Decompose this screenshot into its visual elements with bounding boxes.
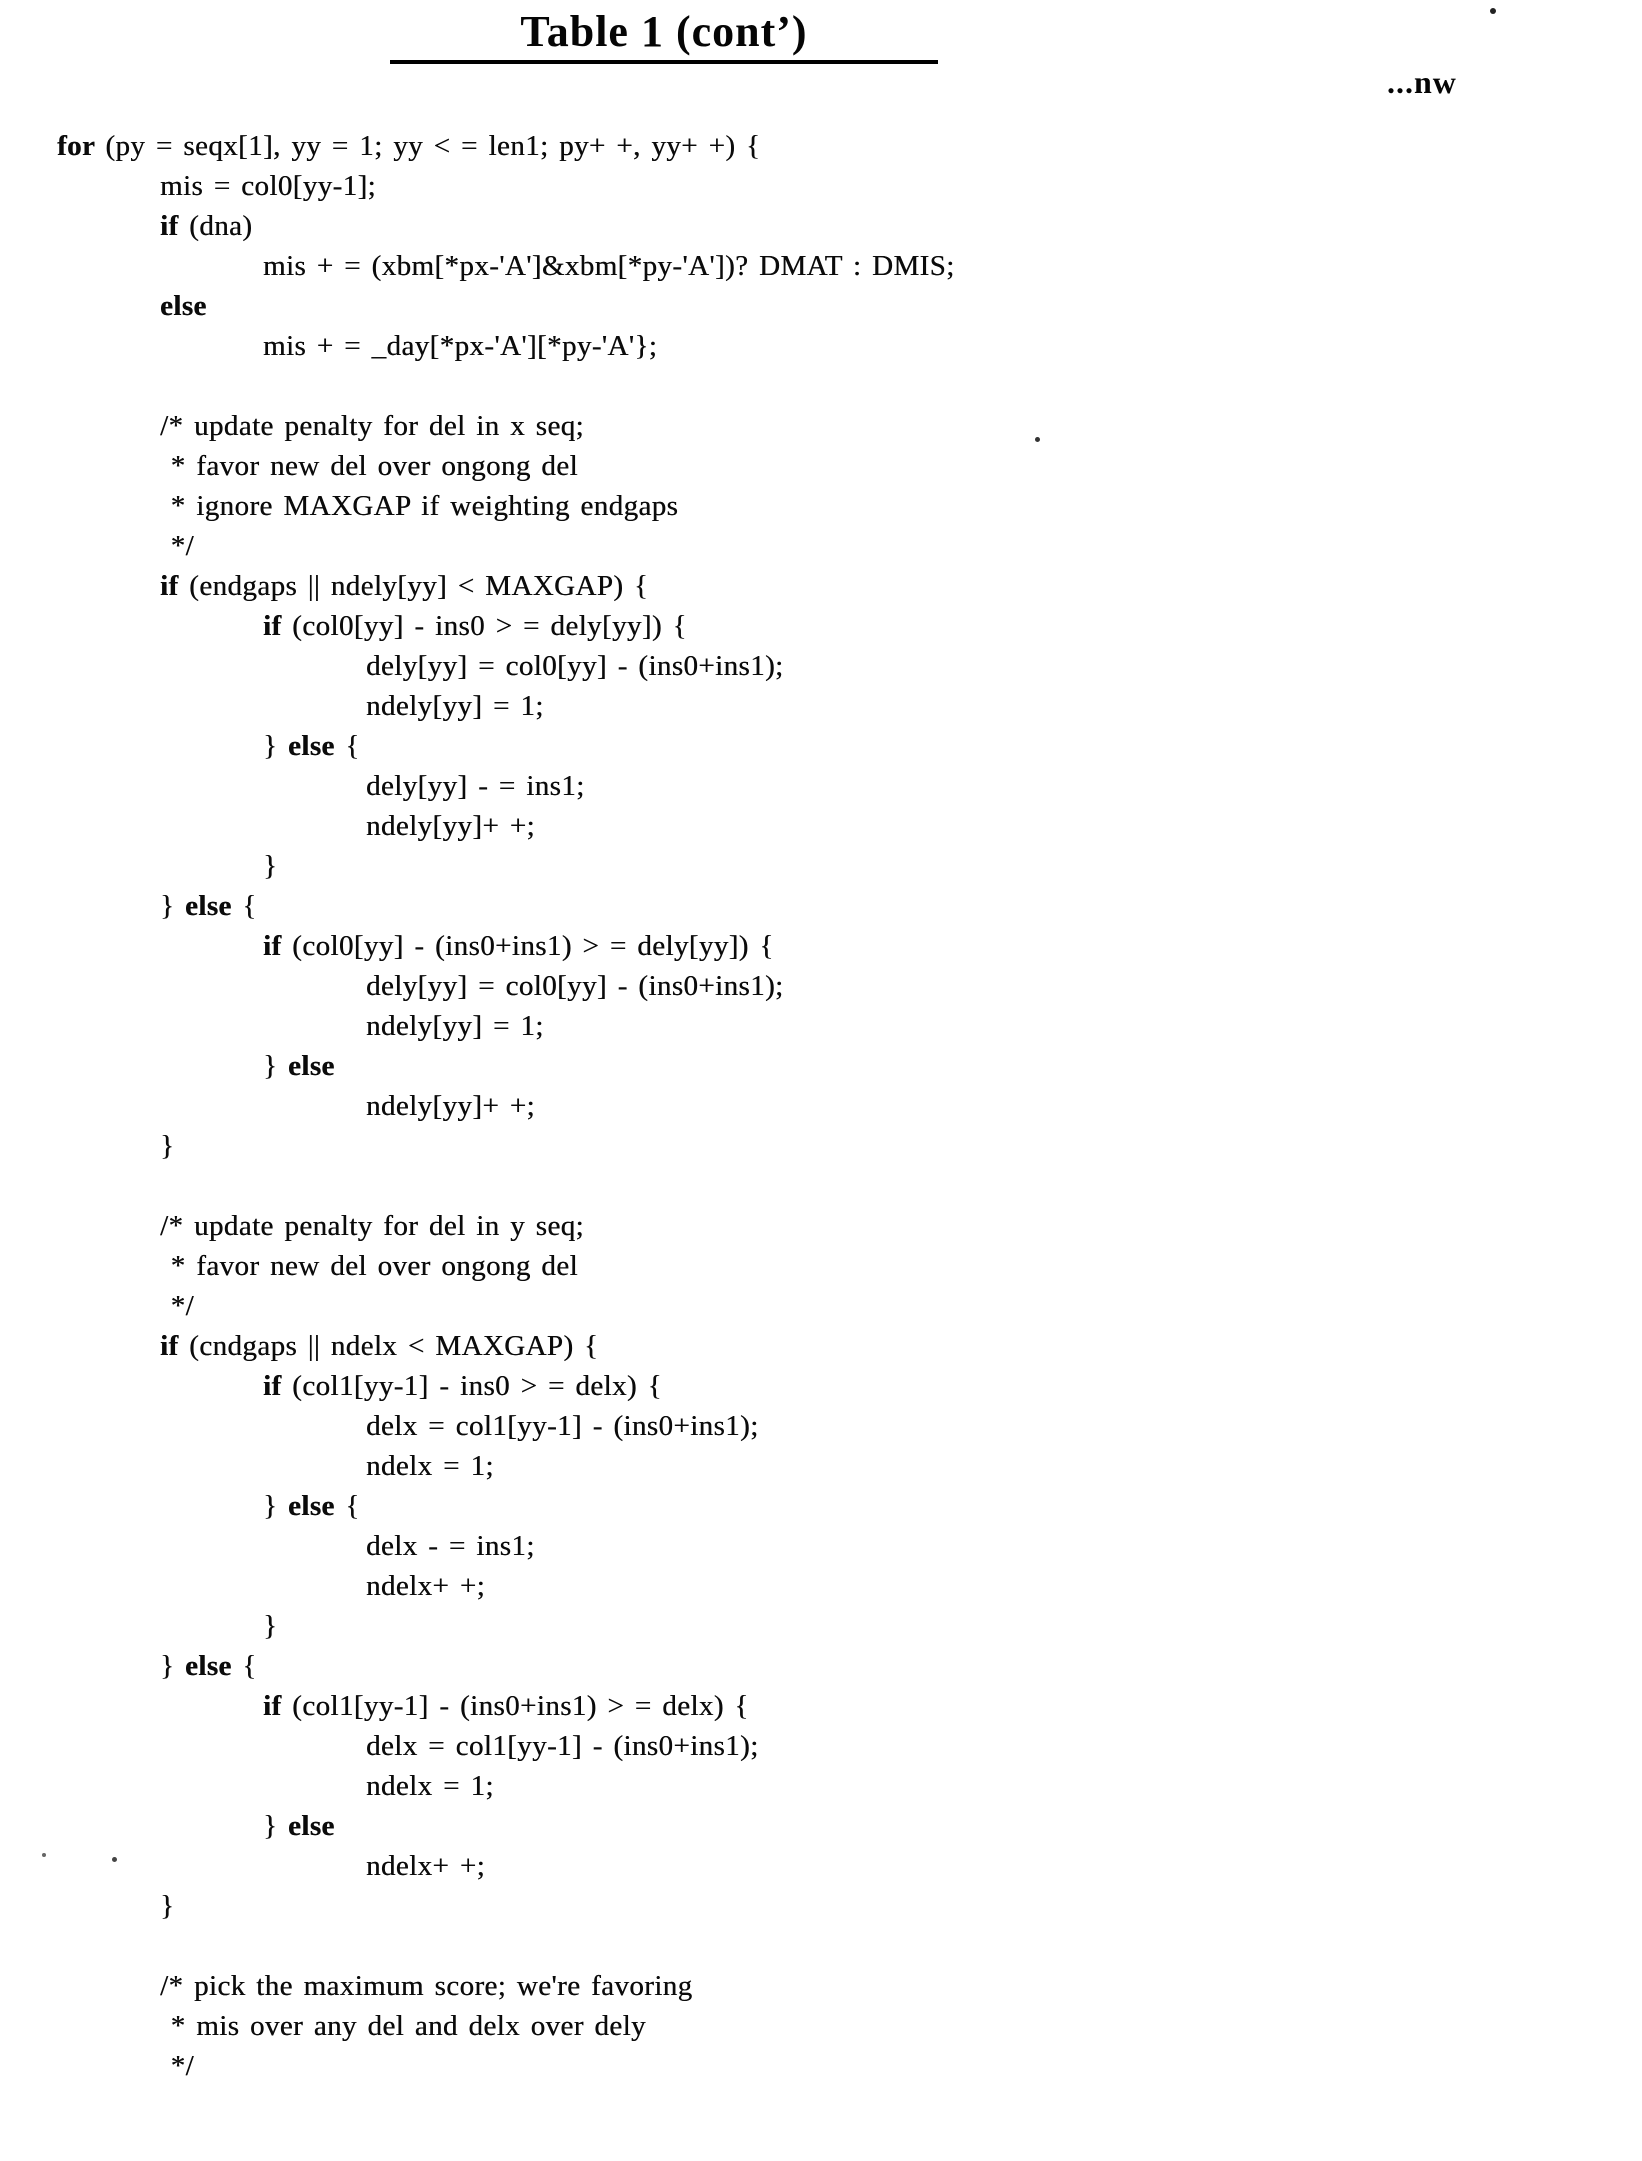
- code-text: }: [263, 730, 288, 762]
- code-text: ndelx = 1;: [366, 1450, 494, 1482]
- code-text: }: [160, 1890, 175, 1922]
- code-keyword: if: [263, 1690, 293, 1722]
- code-line: [0, 1126, 1642, 1166]
- code-line: [0, 1766, 1642, 1806]
- code-text: dely[yy] = col0[yy] - (ins0+ins1);: [366, 650, 784, 682]
- code-text: }: [263, 850, 278, 882]
- code-text: */: [160, 2050, 195, 2082]
- code-line: [0, 1246, 1642, 1286]
- code-text: * favor new del over ongong del: [160, 450, 578, 482]
- code-text: (col1[yy-1] - ins0 > = delx) {: [292, 1370, 662, 1402]
- code-text: delx = col1[yy-1] - (ins0+ins1);: [366, 1410, 759, 1442]
- code-keyword: if: [160, 210, 190, 242]
- code-line: [0, 286, 1642, 326]
- code-line: [0, 406, 1642, 446]
- code-text: }: [160, 1130, 175, 1162]
- code-text: }: [160, 890, 185, 922]
- code-line: [0, 1286, 1642, 1326]
- code-text: (dna): [189, 210, 253, 242]
- code-line: [0, 446, 1642, 486]
- code-blank-line: [0, 366, 1642, 406]
- code-line: [0, 1966, 1642, 2006]
- code-text: ndelx+ +;: [366, 1570, 486, 1602]
- code-text: delx = col1[yy-1] - (ins0+ins1);: [366, 1730, 759, 1762]
- code-text: */: [160, 1290, 195, 1322]
- code-text: * ignore MAXGAP if weighting endgaps: [160, 490, 679, 522]
- scan-speck: [112, 1857, 117, 1862]
- code-keyword: if: [263, 610, 293, 642]
- code-keyword: if: [263, 1370, 293, 1402]
- code-line: [0, 606, 1642, 646]
- code-line: [0, 1366, 1642, 1406]
- code-text: * favor new del over ongong del: [160, 1250, 578, 1282]
- code-text: {: [231, 1650, 257, 1682]
- code-keyword: if: [263, 930, 293, 962]
- code-line: [0, 1566, 1642, 1606]
- code-line: [0, 246, 1642, 286]
- code-text: dely[yy] - = ins1;: [366, 770, 585, 802]
- code-line: [0, 686, 1642, 726]
- code-line: [0, 1806, 1642, 1846]
- code-line: [0, 846, 1642, 886]
- code-text: mis + = (xbm[*px-'A']&xbm[*py-'A'])? DMAT : DMIS;: [263, 250, 955, 282]
- code-line: [0, 1006, 1642, 1046]
- code-keyword: else: [287, 730, 335, 762]
- code-text: (col0[yy] - (ins0+ins1) > = dely[yy]) {: [292, 930, 774, 962]
- code-text: (endgaps || ndely[yy] < MAXGAP) {: [189, 570, 649, 602]
- scan-speck: [42, 1853, 46, 1857]
- code-line: [0, 1446, 1642, 1486]
- code-line: [0, 1206, 1642, 1246]
- code-line: [0, 766, 1642, 806]
- code-text: * mis over any del and delx over dely: [160, 2010, 646, 2042]
- code-line: [0, 1526, 1642, 1566]
- code-text: ndely[yy]+ +;: [366, 1090, 535, 1122]
- code-text: mis = col0[yy-1];: [160, 170, 377, 202]
- page-title: Table 1 (cont’): [390, 6, 938, 64]
- code-line: [0, 1686, 1642, 1726]
- code-line: [0, 966, 1642, 1006]
- code-line: [0, 2006, 1642, 2046]
- code-text: }: [263, 1610, 278, 1642]
- code-keyword: else: [184, 1650, 232, 1682]
- code-keyword: else: [184, 890, 232, 922]
- code-line: [0, 326, 1642, 366]
- code-line: [0, 1046, 1642, 1086]
- code-text: ndelx = 1;: [366, 1770, 494, 1802]
- code-blank-line: [0, 1166, 1642, 1206]
- code-text: (col0[yy] - ins0 > = dely[yy]) {: [292, 610, 687, 642]
- scan-speck: [1490, 8, 1496, 14]
- code-text: */: [160, 530, 195, 562]
- code-line: [0, 1646, 1642, 1686]
- code-line: [0, 566, 1642, 606]
- code-text: (py = seqx[1], yy = 1; yy < = len1; py+ +, yy+ +) {: [105, 130, 761, 162]
- code-text: }: [263, 1050, 288, 1082]
- code-line: [0, 1886, 1642, 1926]
- code-line: [0, 806, 1642, 846]
- code-keyword: else: [287, 1490, 335, 1522]
- code-text: ndely[yy] = 1;: [366, 1010, 544, 1042]
- code-line: [0, 1846, 1642, 1886]
- corner-label-nw: ...nw: [1387, 64, 1457, 100]
- scan-speck: [1035, 437, 1040, 442]
- code-text: ndely[yy]+ +;: [366, 810, 535, 842]
- code-line: [0, 1606, 1642, 1646]
- code-line: [0, 886, 1642, 926]
- code-keyword: if: [160, 1330, 190, 1362]
- code-text: /* update penalty for del in y seq;: [160, 1210, 584, 1242]
- code-keyword: else: [287, 1050, 335, 1082]
- code-line: [0, 726, 1642, 766]
- code-text: }: [263, 1490, 288, 1522]
- code-line: [0, 166, 1642, 206]
- code-text: {: [231, 890, 257, 922]
- code-line: [0, 1486, 1642, 1526]
- code-text: /* pick the maximum score; we're favoring: [160, 1970, 693, 2002]
- code-line: [0, 2046, 1642, 2086]
- code-text: delx - = ins1;: [366, 1530, 535, 1562]
- code-keyword: else: [287, 1810, 335, 1842]
- code-line: [0, 486, 1642, 526]
- code-keyword: else: [160, 290, 207, 322]
- code-text: }: [263, 1810, 288, 1842]
- code-text: {: [334, 1490, 360, 1522]
- code-line: [0, 646, 1642, 686]
- code-text: ndelx+ +;: [366, 1850, 486, 1882]
- code-line: [0, 926, 1642, 966]
- code-line: [0, 126, 1642, 166]
- code-line: [0, 1086, 1642, 1126]
- code-line: [0, 526, 1642, 566]
- code-text: }: [160, 1650, 185, 1682]
- code-keyword: for: [57, 130, 106, 162]
- code-line: [0, 206, 1642, 246]
- code-text: (col1[yy-1] - (ins0+ins1) > = delx) {: [292, 1690, 749, 1722]
- code-line: [0, 1326, 1642, 1366]
- code-keyword: if: [160, 570, 190, 602]
- code-text: {: [334, 730, 360, 762]
- code-text: ndely[yy] = 1;: [366, 690, 544, 722]
- code-text: (cndgaps || ndelx < MAXGAP) {: [189, 1330, 599, 1362]
- code-text: dely[yy] = col0[yy] - (ins0+ins1);: [366, 970, 784, 1002]
- code-line: [0, 1406, 1642, 1446]
- code-block: [0, 126, 1642, 2086]
- code-text: mis + = _day[*px-'A'][*py-'A'};: [263, 330, 658, 362]
- code-text: /* update penalty for del in x seq;: [160, 410, 584, 442]
- code-blank-line: [0, 1926, 1642, 1966]
- code-line: [0, 1726, 1642, 1766]
